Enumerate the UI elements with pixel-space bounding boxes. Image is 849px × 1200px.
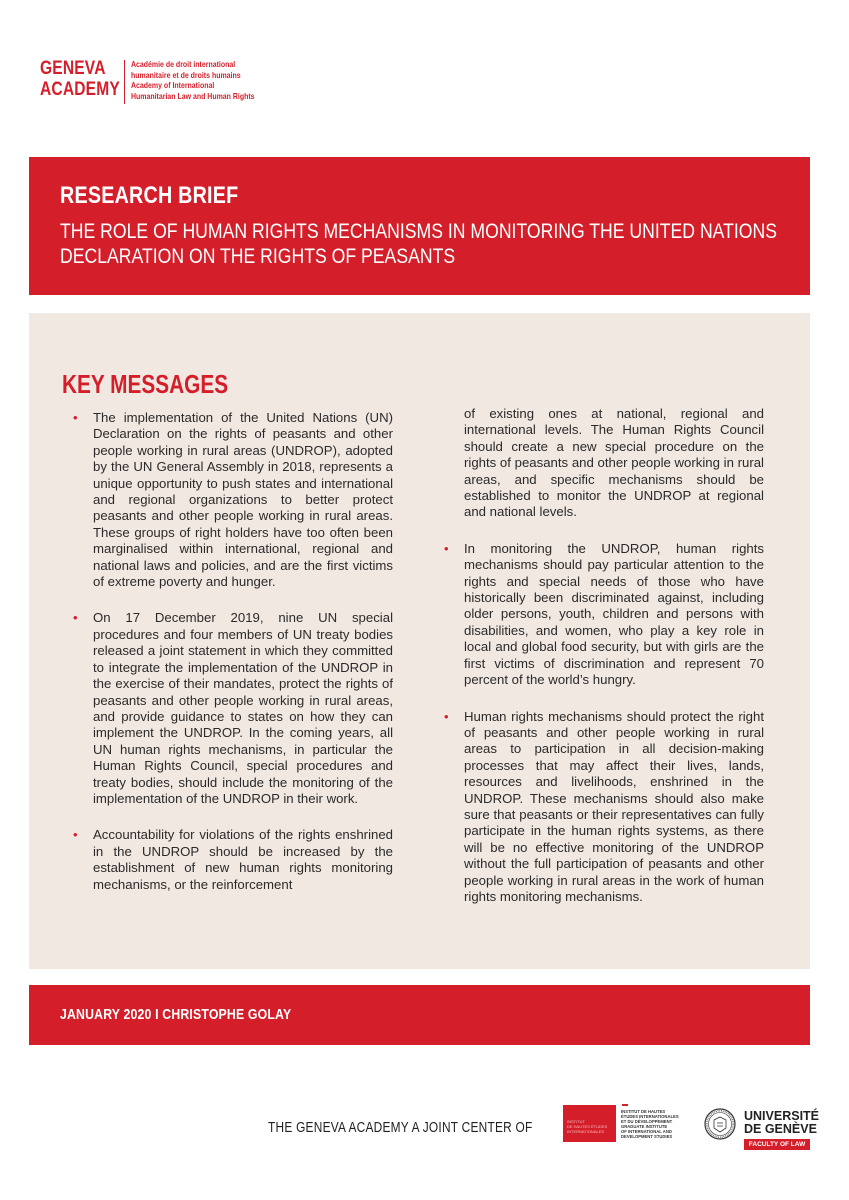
title-banner bbox=[29, 157, 810, 295]
title-line: DECLARATION ON THE RIGHTS OF PEASANTS bbox=[60, 244, 456, 268]
faculty-badge: FACULTY OF LAW bbox=[744, 1139, 810, 1150]
date-author-band bbox=[29, 985, 810, 1045]
graduate-accent-mark bbox=[622, 1104, 628, 1106]
date-author: JANUARY 2020 I CHRISTOPHE GOLAY bbox=[60, 1006, 292, 1023]
graduate-name-line: OF INTERNATIONAL AND bbox=[621, 1129, 672, 1134]
key-message-item bbox=[73, 410, 393, 590]
joint-center-text: THE GENEVA ACADEMY A JOINT CENTER OF bbox=[268, 1120, 533, 1136]
bullet-icon: • bbox=[444, 540, 449, 556]
university-seal-icon bbox=[704, 1108, 736, 1140]
logo-sub-line: Académie de droit international bbox=[131, 59, 236, 69]
logo-subtitle bbox=[131, 59, 282, 101]
key-message-item bbox=[444, 709, 764, 906]
logo-divider bbox=[124, 60, 125, 104]
title-line: THE ROLE OF HUMAN RIGHTS MECHANISMS IN MONITORING THE UNITED NATIONS bbox=[60, 219, 778, 243]
graduate-logo-line: DE HAUTES ÉTUDES bbox=[567, 1124, 608, 1129]
graduate-name-line: INSTITUT DE HAUTES bbox=[621, 1109, 666, 1114]
bullet-icon: • bbox=[444, 708, 449, 724]
key-message-text: On 17 December 2019, nine UN special procedures and four members of UN treaty bodies released a joint statement in which they committed to integrate the implementation of the UNDROP in the exercise of their mandates, protect the rights of peasants and other people working in rural areas, and provide guidance to states on how they can implement the UNDROP. In the coming years, all UN human rights mechanisms, in particular the Human Rights Council, special procedures and treaty bodies, should include the monitoring of the implementation of the UNDROP in their work. bbox=[93, 610, 393, 806]
graduate-logo-text bbox=[567, 1119, 607, 1134]
right-column bbox=[444, 406, 764, 925]
logo-sub-line: Humanitarian Law and Human Rights bbox=[131, 90, 255, 101]
logo-line-1: GENEVA bbox=[40, 58, 106, 79]
bullet-icon: • bbox=[73, 410, 78, 425]
key-message-text: The implementation of the United Nations (UN) Declaration on the rights of peasants and other people working in rural areas (UNDROP), adopted by the UN General Assembly in 2018, represents a unique opportunity to push states and international and regional organizations to better protect peasants and other people working in rural areas. These groups of right holders have too often been marginalised within international, regional and national laws and policies, and are the first victims of extreme poverty and hunger. bbox=[93, 410, 393, 590]
document-title bbox=[60, 219, 778, 269]
university-name-line: DE GENÈVE bbox=[744, 1122, 817, 1136]
graduate-name-line: ET DU DÉVELOPPEMENT bbox=[621, 1119, 673, 1124]
key-message-item bbox=[73, 827, 393, 893]
university-name bbox=[744, 1110, 819, 1136]
key-message-text: In monitoring the UNDROP, human rights mechanisms should pay particular attention to the rights and special needs of those who have historically been discriminated against, including older persons, youth, children and persons with disabilities, and women, who play a key role in local and global food security, but with girls are the first victims of discrimination and represent 70 percent of the world’s hungry. bbox=[464, 540, 764, 688]
graduate-name-line: GRADUATE INSTITUTE bbox=[621, 1124, 668, 1129]
key-message-item bbox=[444, 541, 764, 689]
logo-sub-line: Academy of International bbox=[131, 80, 215, 90]
left-column bbox=[73, 410, 393, 913]
key-messages-heading: KEY MESSAGES bbox=[62, 369, 229, 399]
logo-wordmark bbox=[40, 58, 120, 100]
key-messages-panel bbox=[29, 313, 810, 969]
logo-sub-line: humanitaire et de droits humains bbox=[131, 69, 241, 80]
graduate-logo-line: INSTITUT bbox=[567, 1119, 585, 1124]
key-message-text: Human rights mechanisms should protect the right of peasants and other people working in rural areas to participation in all decision-making processes that may affect their lives, lands, resources and livelihoods, enshrined in the UNDROP. These mechanisms should also make sure that peasants or their representatives can fully participate in the human rights systems, as there will be no effective monitoring of the UNDROP without the full participation of peasants and other people working in rural areas in the work of human rights monitoring mechanisms. bbox=[464, 708, 764, 904]
key-message-item bbox=[73, 610, 393, 807]
geneva-academy-logo bbox=[40, 58, 282, 104]
key-message-text: Accountability for violations of the rights enshrined in the UNDROP should be increased by the establishment of new human rights monitoring mechanisms, or the reinforcement bbox=[93, 827, 393, 892]
document-type: RESEARCH BRIEF bbox=[60, 182, 239, 209]
university-name-line: UNIVERSITÉ bbox=[744, 1109, 820, 1123]
key-message-continuation bbox=[444, 406, 764, 521]
graduate-name-line: DEVELOPMENT STUDIES bbox=[621, 1134, 673, 1139]
graduate-name-line: ÉTUDES INTERNATIONALES bbox=[621, 1114, 679, 1119]
graduate-institute-logo bbox=[563, 1105, 616, 1142]
logo-line-2: ACADEMY bbox=[40, 79, 120, 100]
graduate-logo-line: INTERNATIONALES bbox=[567, 1129, 605, 1134]
key-message-text: of existing ones at national, regional and international levels. The Human Rights Council should create a new special procedure on the rights of peasants and other people working in rural areas, and specific mechanisms should be established to monitor the UNDROP at regional and national levels. bbox=[464, 406, 764, 520]
graduate-institute-name bbox=[621, 1109, 679, 1139]
bullet-icon: • bbox=[73, 610, 78, 626]
bullet-icon: • bbox=[73, 827, 78, 843]
